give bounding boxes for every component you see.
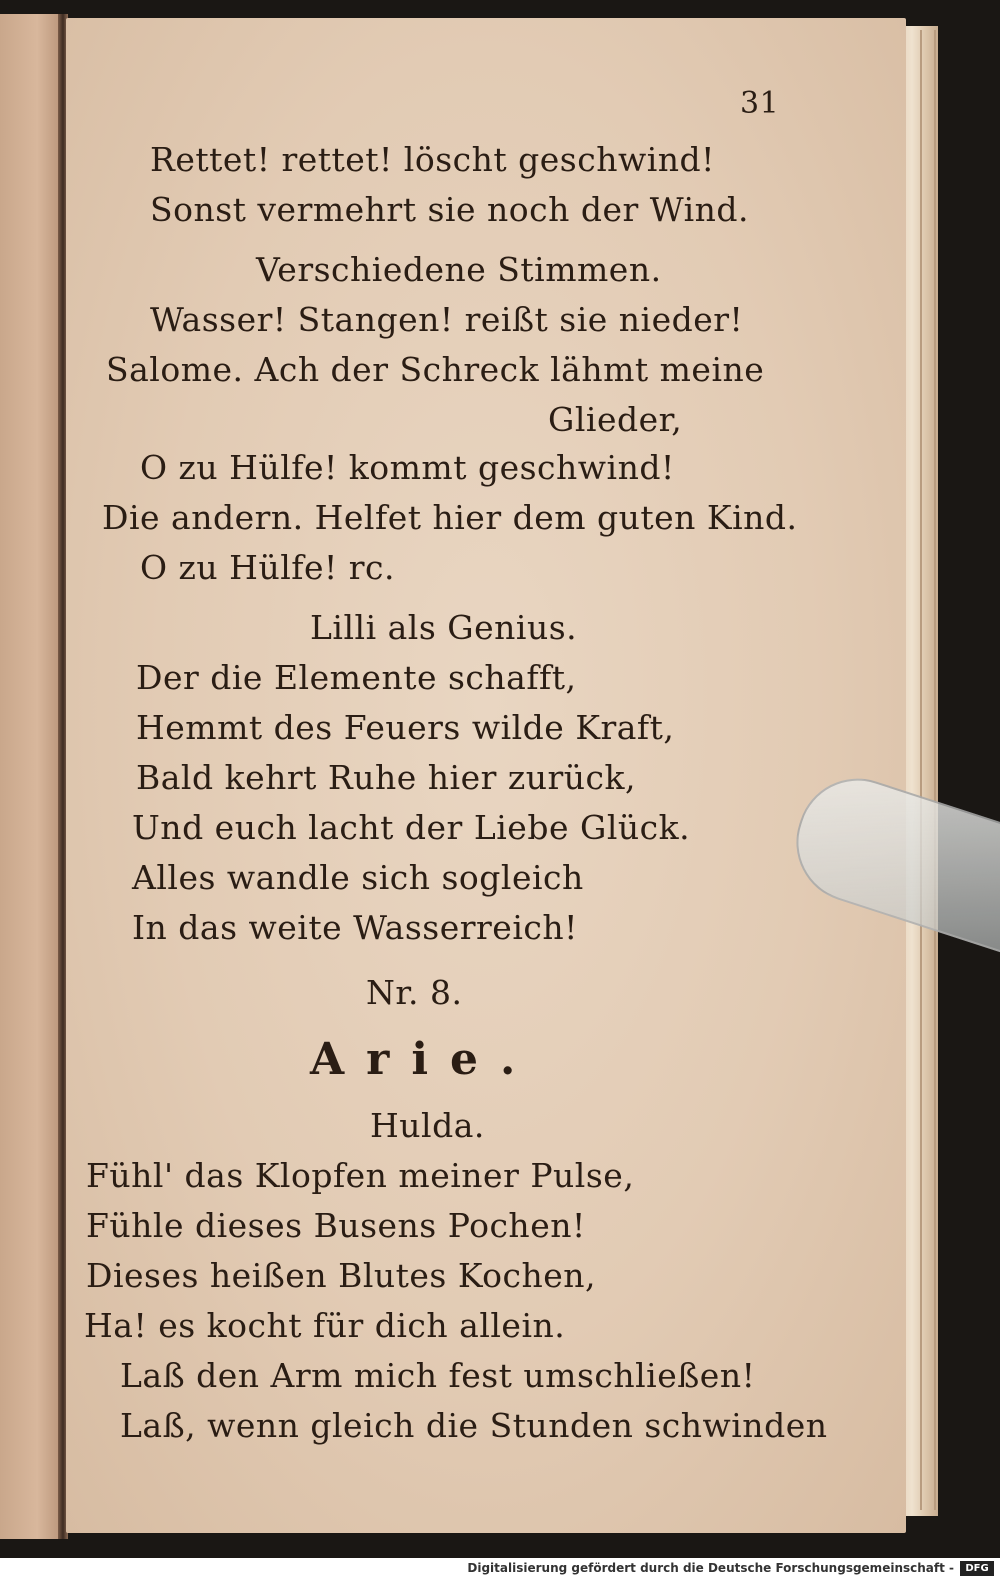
text-line: Und euch lacht der Liebe Glück. [132,808,691,847]
speaker-heading: Hulda. [370,1106,485,1145]
funding-notice: Digitalisierung gefördert durch die Deutsche Forschungsgemeinschaft - [467,1561,954,1575]
text-line: O zu Hülfe! rc. [140,548,395,587]
text-line: Der die Elemente schafft, [136,658,577,697]
section-heading: Arie. [310,1034,538,1085]
number-heading: Nr. 8. [366,973,463,1012]
text-line: Bald kehrt Ruhe hier zurück, [136,758,637,797]
text-line: Fühl' das Klopfen meiner Pulse, [86,1156,635,1195]
text-line: Glieder, [548,400,683,439]
text-line: Rettet! rettet! löscht geschwind! [150,140,715,179]
page-number: 31 [740,86,780,121]
text-line: Wasser! Stangen! reißt sie nieder! [150,300,744,339]
text-line: Laß den Arm mich fest umschließen! [120,1356,756,1395]
speaker-line: Salome. Ach der Schreck lähmt meine [106,350,765,389]
speaker-heading: Verschiedene Stimmen. [256,250,662,289]
text-line: Dieses heißen Blutes Kochen, [86,1256,596,1295]
text-line: Ha! es kocht für dich allein. [84,1306,566,1345]
text-line: Sonst vermehrt sie noch der Wind. [150,190,749,229]
text-line: Fühle dieses Busens Pochen! [86,1206,586,1245]
text-line: Alles wandle sich sogleich [132,858,584,897]
speaker-heading: Lilli als Genius. [310,608,578,647]
book-page [66,18,906,1533]
page-edge-line [934,30,936,1510]
text-line: O zu Hülfe! kommt geschwind! [140,448,675,487]
text-line: In das weite Wasserreich! [132,908,578,947]
text-line: Laß, wenn gleich die Stunden schwinden [120,1406,828,1445]
text-line: Hemmt des Feuers wilde Kraft, [136,708,675,747]
left-page-edge [0,14,62,1539]
page-edge-line [920,30,922,1510]
footer-bar [0,1558,1000,1580]
speaker-line: Die andern. Helfet hier dem guten Kind. [102,498,798,537]
dfg-logo: DFG [960,1561,994,1576]
